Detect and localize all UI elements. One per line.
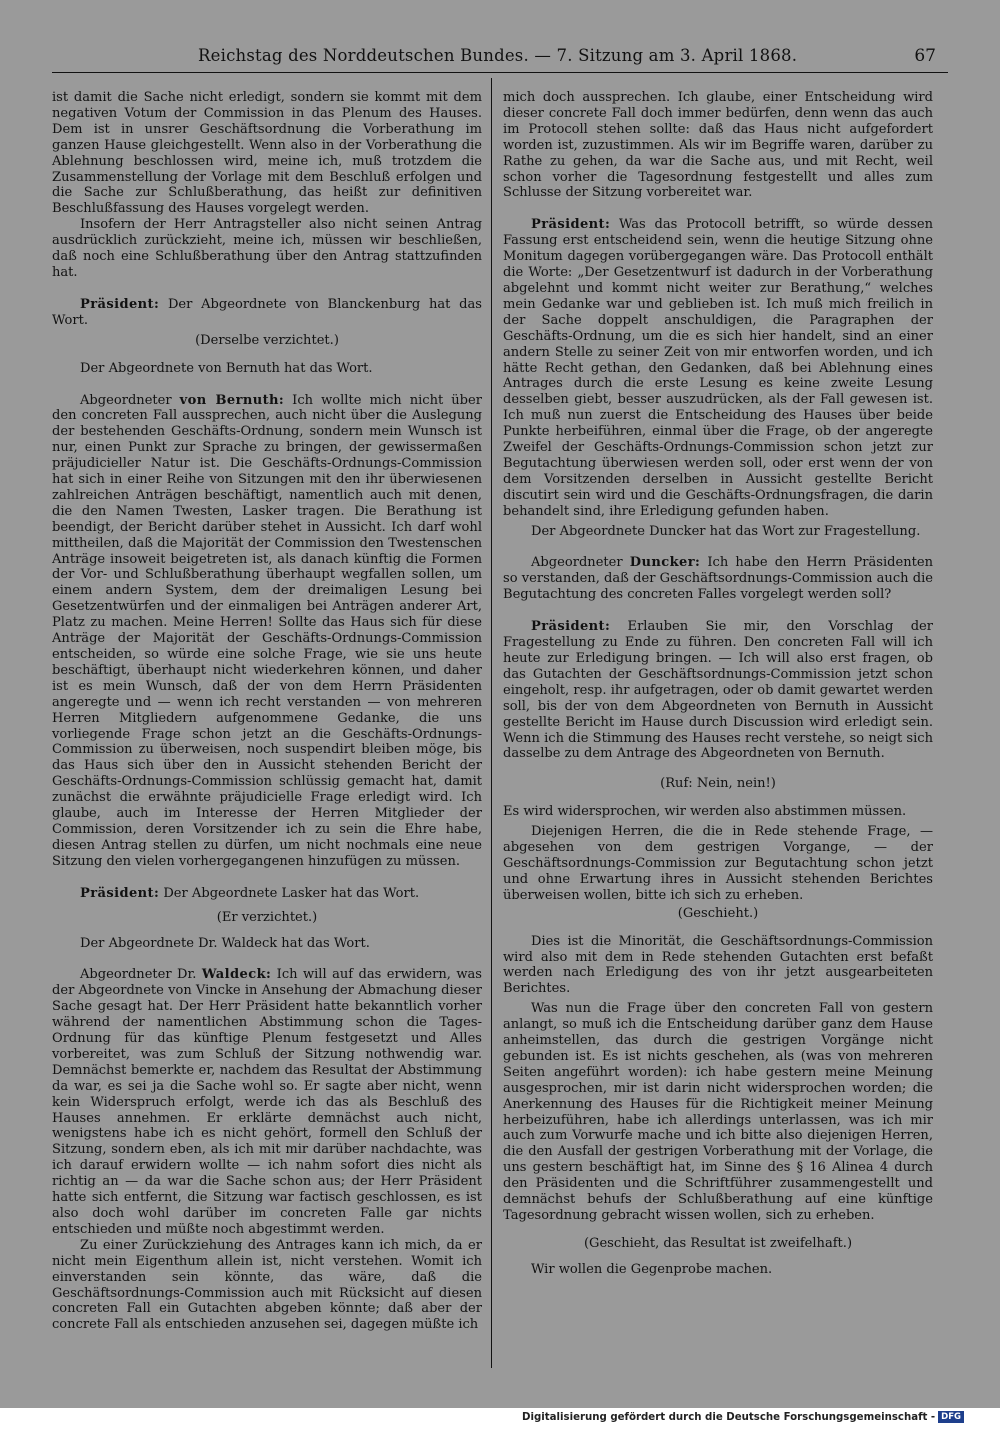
paragraph: Dies ist die Minorität, die Geschäftsordnungs-Commission wird also mit dem in Rede stehenden Gutachten erst befaßt werden nach Erledigung des von ihr jetzt ausgearbeiteten Berichtes. xyxy=(503,933,933,997)
paragraph: Diejenigen Herren, die die in Rede stehende Frage, — abgesehen von dem gestrigen Vorgange, — der Geschäftsordnungs-Commission zur Begutachtung schon jetzt und ohne Erwartung ihres in Aussicht stehenden Berichtes überweisen wollen, bitte ich sich zu erheben. xyxy=(503,824,933,903)
speech xyxy=(503,217,933,519)
speaker-name: Präsident: xyxy=(80,885,160,901)
running-header xyxy=(30,44,970,70)
speech xyxy=(52,967,482,1237)
speaker-name: Waldeck: xyxy=(201,967,272,983)
speech xyxy=(52,297,482,329)
right-column xyxy=(503,90,933,1278)
paragraph: Der Abgeordnete von Bernuth hat das Wort. xyxy=(80,360,373,376)
speaker-name: Präsident: xyxy=(531,619,611,635)
paragraph: mich doch aussprechen. Ich glaube, einer Entscheidung wird dieser concrete Fall doch immer bedürfen, denn wenn das auch im Protocoll stehen sollte: daß das Haus nicht aufgefordert worden ist, zuzustimmen. Als wir im Begriffe waren, darüber zu Rathe zu gehen, da war die Sache aus, und mit Recht, weil schon vorher die Tagesordnung festgestellt und alles zum Schlusse der Sitzung vorbereitet war. xyxy=(503,90,933,201)
speaker-name: Duncker: xyxy=(629,555,701,571)
column-divider xyxy=(491,78,492,1368)
digitization-credit xyxy=(522,1411,964,1423)
paragraph: Was nun die Frage über den concreten Fall von gestern anlangt, so muß ich die Entscheidung darüber ganz dem Hause anheimstellen, das durch die gestrigen Vorgänge nicht gebunden ist. Es ist nichts geschehen, als (was von mehreren Seiten angeführt worden): ich habe gestern meine Meinung ausgesprochen, mir ist darin nicht widersprochen worden; die Anerkennung des Hauses für die Richtigkeit meiner Meinung herbeizuführen, habe ich allerdings unterlassen, was ich mir auch zum Vorwurfe mache und ich bitte also diejenigen Herren, die den Ausfall der gestrigen Vorberathung mit der Vorlage, die uns gestern beschäftigt hat, im Sinne des § 16 Alinea 4 durch den Präsidenten und die Schriftführer zusammengestellt und demnächst behufs der Schlußberathung auf eine künftige Tagesordnung gebracht wissen wollen, sich zu erheben. xyxy=(503,1001,933,1223)
speech-text: Der Abgeordnete Lasker hat das Wort. xyxy=(159,885,420,901)
paragraph: Der Abgeordnete Dr. Waldeck hat das Wort. xyxy=(80,935,370,951)
paragraph: Insofern der Herr Antragsteller also nicht seinen Antrag ausdrücklich zurückzieht, meine ich, müssen wir beschließen, daß noch eine Schlußberathung über den Antrag stattzufinden hat. xyxy=(52,217,482,280)
stage-note: (Derselbe verzichtet.) xyxy=(195,332,339,348)
dfg-logo: DFG xyxy=(938,1411,964,1423)
left-column xyxy=(52,90,482,1333)
paragraph: Es wird widersprochen, wir werden also abstimmen müssen. xyxy=(503,804,907,820)
header-rule xyxy=(52,72,948,73)
speech-text: Ich wollte mich nicht über den concreten Fall aussprechen, auch nicht über die Auslegung der bestehenden Geschäfts-Ordnung, sondern mein Wunsch ist nur, einen Punkt zur Sprache zu bringen, der gewissermaßen präjudicieller Natur ist. Die Geschäfts-Ordnungs-Commission hat sich in einer Reihe von Sitzungen mit den ihr überwiesenen zahlreichen Anträgen beschäftigt, namentlich auch mit denen, die den Namen Twesten, Lasker tragen. Die Berathung ist beendigt, der Bericht darüber stehet in Aussicht. Ich darf wohl mittheilen, daß die Majorität der Commission den Twestenschen Anträge insoweit beigetreten ist, als danach künftig die Formen der Vor- und Schlußberathung überhaupt wegfallen sollen, um einem andern System, dem der dreimaligen Lesung bei Gesetzentwürfen und der einmaligen bei Anträgen anderer Art, Platz zu machen. Meine Herren! Sollte das Haus sich für diese Anträge der Majorität der Geschäfts-Ordnungs-Commission entscheiden, so würde eine solche Frage, wie sie uns heute beschäftigt, überhaupt nicht wiederkehren können, und daher ist es mein Wunsch, daß der von dem Herrn Präsidenten angeregte und — wenn ich recht verstanden — von mehreren Herren Mitgliedern aufgenommene Gedanke, die uns vorliegende Frage schon jetzt an die Geschäfts-Ordnungs-Commission zu überweisen, noch suspendirt bleiben möge, bis das Haus sich über den in Aussicht stehenden Bericht der Geschäfts-Ordnungs-Commission schlüssig gemacht hat, damit zunächst die erwähnte präjudicielle Frage erledigt wird. Ich glaube, auch im Interesse der Herren Mitglieder der Commission, deren Vorsitzender ich zu sein die Ehre habe, diesen Antrag stellen zu dürfen, um nicht nochmals eine neue Sitzung den vielen vorhergegangenen hinzufügen zu müssen. xyxy=(52,392,482,869)
speech xyxy=(52,393,482,870)
paragraph: Der Abgeordnete Duncker hat das Wort zur Fragestellung. xyxy=(531,523,921,539)
speech-text: Ich will auf das erwidern, was der Abgeordnete von Vincke in Ansehung der Abmachung dieser Sache gesagt hat. Der Herr Präsident hatte bekanntlich vorher während der namentlichen Abstimmung schon die Tages-Ordnung für das künftige Plenum festgesetzt und Alles vorbereitet, was zum Schluß der Sitzung nothwendig war. Demnächst bemerkte er, nachdem das Resultat der Abstimmung da war, es sei ja die Sache wohl so. Er sagte aber nicht, wenn kein Widerspruch erfolgt, werde ich das als Beschluß des Hauses annehmen. Er erklärte demnächst auch nicht, wenigstens habe ich es nicht gehört, formell den Schluß der Sitzung, sondern eben, als ich mit mir darüber nachdachte, was ich darauf erwidern wollte — ich nahm sofort dies nicht als richtig an — da war die Sache schon aus; der Herr Präsident hatte sich entfernt, die Sitzung war factisch geschlossen, es ist also doch wohl darüber im concreten Falle gar nichts entschieden und müßte noch abgestimmt werden. xyxy=(52,967,482,1237)
speech-text: Was das Protocoll betrifft, so würde dessen Fassung erst entscheidend sein, wenn die heutige Sitzung ohne Monitum dagegen vorübergegangen wäre. Das Protocoll enthält die Worte: „Der Gesetzentwurf ist dadurch in der Vorberathung abgelehnt und kommt nicht weiter zur Berathung,“ welches mein Gedanke war und geblieben ist. Ich muß mich freilich in der Sache doppelt anschuldigen, die Paragraphen der Geschäfts-Ordnung, um die es sich hier handelt, sind an einer andern Stelle zu seiner Zeit von mir entworfen worden, und ich hätte Recht gethan, den Gedanken, daß bei Ablehnung eines Antrages durch die erste Lesung es keine zweite Lesung desselben giebt, besser auszudrücken, als der Fall gewesen ist. Ich muß nun zuerst die Entscheidung des Hauses über beide Punkte herbeiführen, einmal über die Frage, ob der angeregte Zweifel der Geschäfts-Ordnungs-Commission schon jetzt zur Begutachtung überwiesen werden soll, oder erst wenn der von dem Vorsitzenden derselben in Aussicht gestellte Bericht discutirt sein wird und die Geschäfts-Ordnungsfragen, die darin behandelt sind, ihre Erledigung gefunden haben. xyxy=(503,217,933,519)
credit-text: Digitalisierung gefördert durch die Deutsche Forschungsgemeinschaft - xyxy=(522,1412,936,1423)
stage-note: (Er verzichtet.) xyxy=(216,909,318,925)
speaker-name: Präsident: xyxy=(80,296,160,312)
stage-note: (Geschieht.) xyxy=(677,905,759,921)
speech xyxy=(503,555,933,603)
speaker-name: von Bernuth: xyxy=(179,392,285,408)
speaker-title: Abgeordneter xyxy=(531,555,630,571)
speaker-name: Präsident: xyxy=(531,217,611,233)
speaker-title: Abgeordneter xyxy=(80,392,180,408)
page-title: Reichstag des Norddeutschen Bundes. — 7. Sitzung am 3. April 1868. xyxy=(198,46,798,65)
stage-note: (Geschieht, das Resultat ist zweifelhaft.) xyxy=(583,1235,853,1251)
speech-text: Der Abgeordnete von Blanckenburg hat das Wort. xyxy=(52,296,482,328)
paragraph: Wir wollen die Gegenprobe machen. xyxy=(531,1261,773,1277)
speech xyxy=(503,619,933,762)
speaker-title: Abgeordneter Dr. xyxy=(80,967,202,983)
speech xyxy=(52,886,482,902)
speech-text: Ich habe den Herrn Präsidenten so verstanden, daß der Geschäftsordnungs-Commission auch die Begutachtung des concreten Falles vorgelegt werden soll? xyxy=(503,555,934,603)
paragraph: ist damit die Sache nicht erledigt, sondern sie kommt mit dem negativen Votum der Commission in das Plenum des Hauses. Dem ist in unsrer Geschäftsordnung die Vorberathung im ganzen Hause gleichgestellt. Wenn also in der Vorberathung die Ablehnung beschlossen wird, meine ich, muß trotzdem die Zusammenstellung der Vorlage mit dem Beschluß erfolgen und die Sache zur Schlußberathung, das heißt zur definitiven Beschlußfassung des Hauses vorgelegt werden. xyxy=(52,90,482,217)
stage-note: (Ruf: Nein, nein!) xyxy=(660,776,776,792)
paragraph: Zu einer Zurückziehung des Antrages kann ich mich, da er nicht mein Eigenthum allein ist, nicht verstehen. Womit ich einverstanden sein könnte, das wäre, daß die Geschäftsordnungs-Commission auch mit Rücksicht auf diesen concreten Fall ein Gutachten abgeben könnte; daß aber der concrete Fall als entschieden anzusehen sei, dagegen müßte ich xyxy=(52,1237,482,1333)
speech-text: Erlauben Sie mir, den Vorschlag der Fragestellung zu Ende zu führen. Den concreten Fall will ich heute zur Erledigung bringen. — Ich will also erst fragen, ob das Gutachten der Geschäftsordnungs-Commission jetzt schon eingeholt, resp. ihr aufgetragen, oder ob damit gewartet werden soll, bis der von dem Abgeordneten von Bernuth in Aussicht gestellte Bericht im Hause durch Discussion wird erledigt sein. Wenn ich die Stimmung des Hauses recht verstehe, so neigt sich dasselbe zu dem Antrage des Abgeordneten von Bernuth. xyxy=(503,619,933,762)
page-number: 67 xyxy=(914,46,936,66)
